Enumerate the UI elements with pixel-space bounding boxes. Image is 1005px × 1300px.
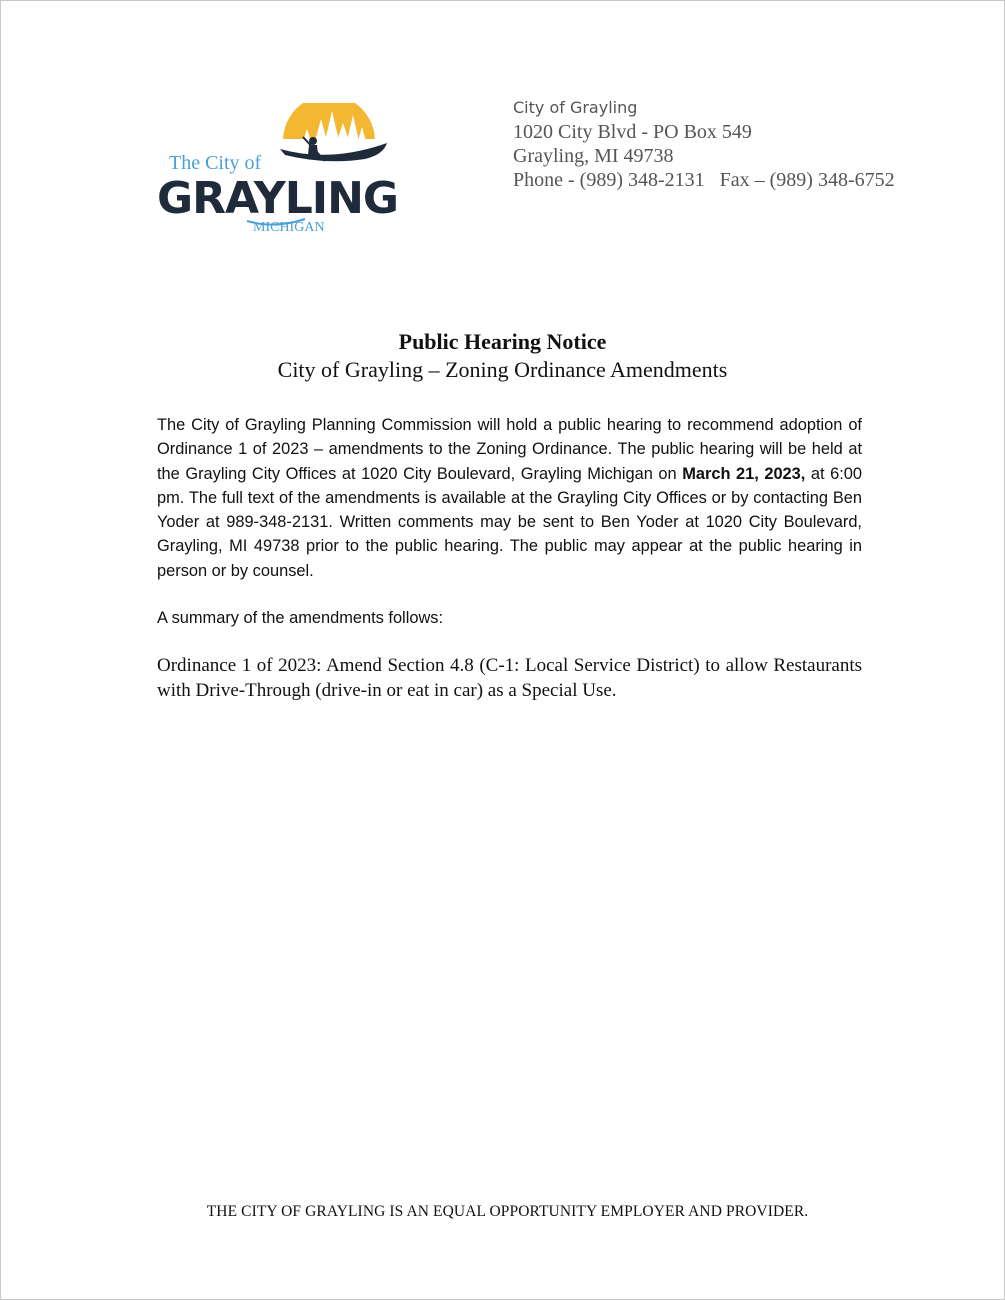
- notice-title: Public Hearing Notice: [398, 329, 607, 354]
- body-part2: at 6:00 pm. The full text of the amendments is available at the Grayling City Offices or by contacting Ben Yoder at 989-348-2131. Written comments may be sent to Ben Yoder at 1020 City Boulevard, Grayling, MI 49738 prior to the public hearing. The public may appear at the public hearing in person or by counsel.: [157, 464, 862, 580]
- body-paragraph: [157, 413, 862, 583]
- body-part1: The City of Grayling Planning Commission will hold a public hearing to recommend adoption of Ordinance 1 of 2023 – amendments to the Zoning Ordinance. The public hearing will be held at the Grayling City Offices at 1020 City Boulevard, Grayling Michigan on: [157, 416, 862, 483]
- address-name: City of Grayling: [513, 98, 638, 117]
- logo-line1: The City of: [169, 152, 262, 174]
- ordinance-text: Ordinance 1 of 2023: Amend Section 4.8 (C-1: Local Service District) to allow Restaurants with Drive-Through (drive-in or eat in car) as a Special Use.: [157, 655, 862, 701]
- footer-statement: THE CITY OF GRAYLING IS AN EQUAL OPPORTUNITY EMPLOYER AND PROVIDER.: [206, 1203, 809, 1220]
- logo-line3: MICHIGAN: [253, 220, 325, 235]
- city-logo: [155, 103, 400, 238]
- notice-heading: [0, 328, 1005, 384]
- notice-subtitle: City of Grayling – Zoning Ordinance Amendments: [277, 357, 728, 382]
- address-block: [513, 96, 895, 192]
- summary-intro: A summary of the amendments follows:: [157, 609, 444, 627]
- canoe-icon: [280, 143, 387, 161]
- address-phone-fax: Phone - (989) 348-2131 Fax – (989) 348-6752: [513, 169, 895, 191]
- hearing-date: March 21, 2023,: [682, 464, 806, 483]
- address-street: 1020 City Blvd - PO Box 549: [513, 121, 752, 143]
- address-city: Grayling, MI 49738: [513, 145, 674, 167]
- logo-line2: GRAYLING: [157, 173, 399, 224]
